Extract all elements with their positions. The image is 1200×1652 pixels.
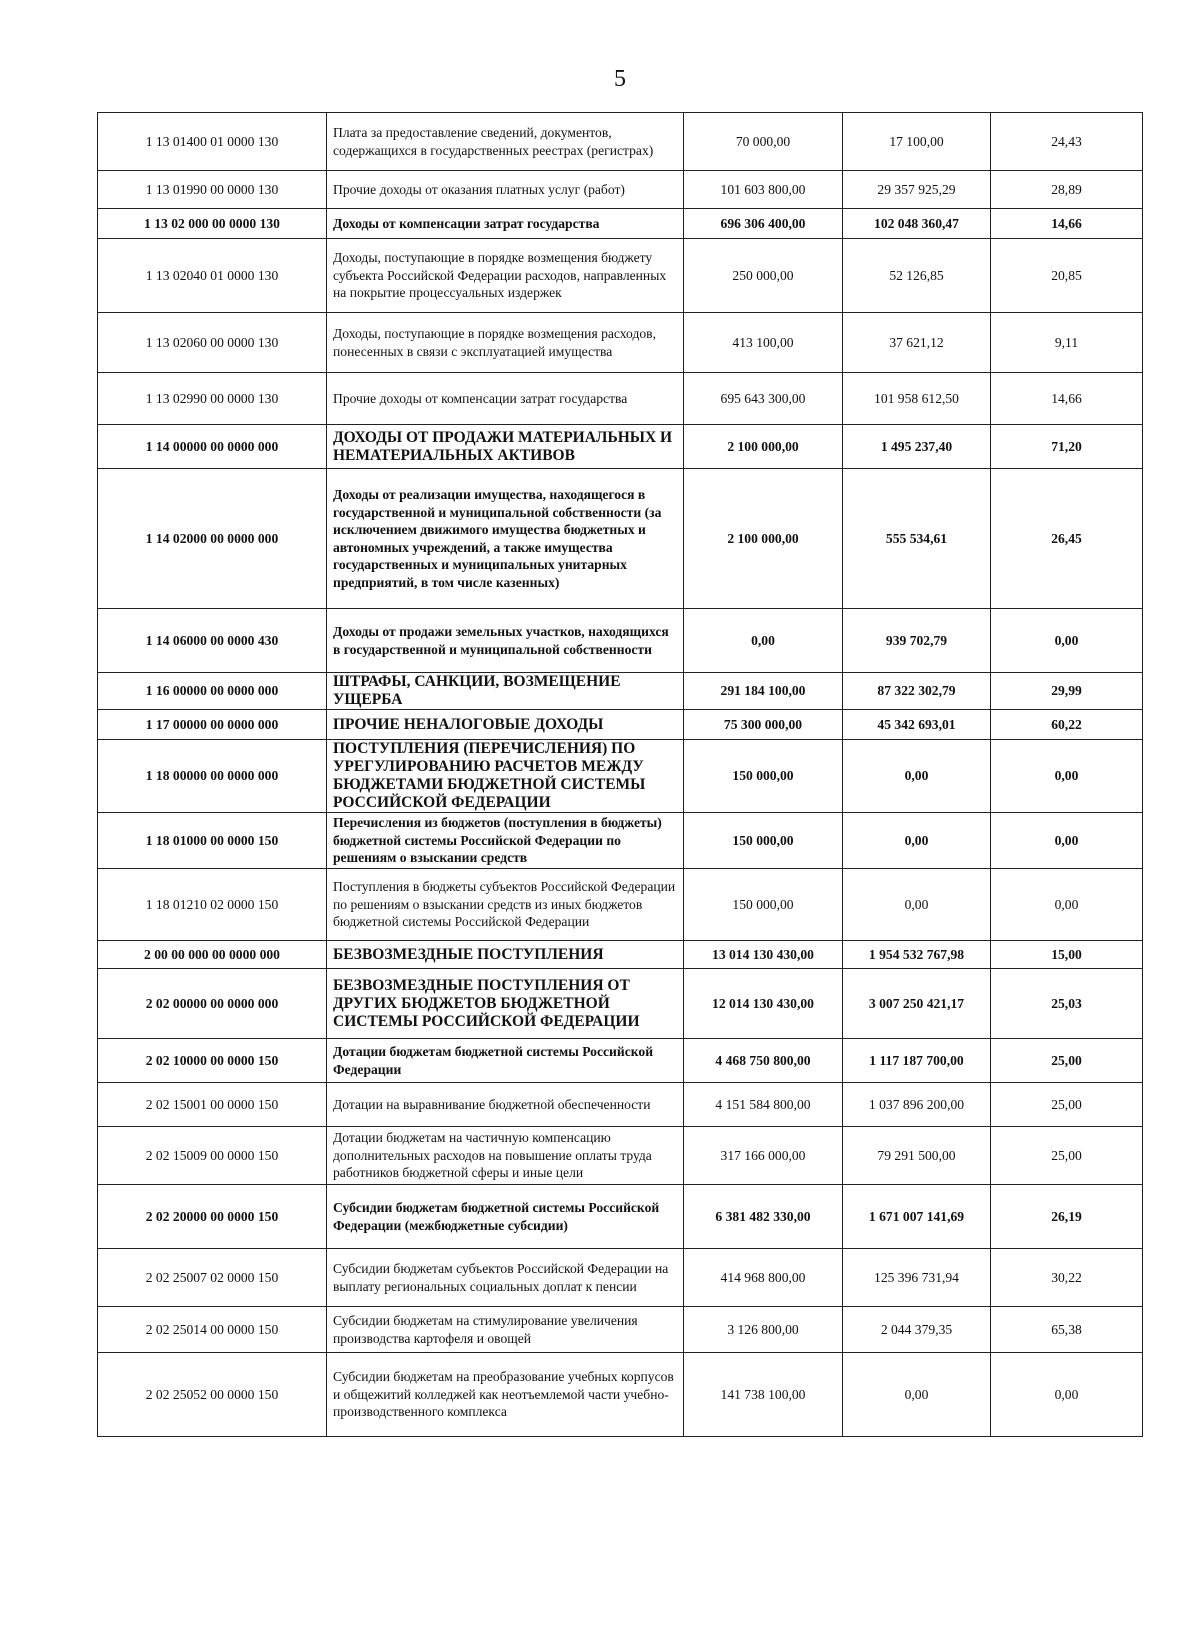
cell-name: Плата за предоставление сведений, документов, содержащихся в государственных реестрах (регистрах) [327,113,684,171]
cell-code: 1 16 00000 00 0000 000 [98,673,327,710]
table-row [98,171,1143,209]
cell-fact: 1 117 187 700,00 [843,1039,991,1083]
cell-percent: 20,85 [991,239,1143,313]
cell-percent: 25,00 [991,1039,1143,1083]
table-row [98,1083,1143,1127]
cell-fact: 1 037 896 200,00 [843,1083,991,1127]
budget-revenue-table [97,112,1143,1437]
cell-code: 2 02 25014 00 0000 150 [98,1307,327,1353]
cell-code: 1 13 01990 00 0000 130 [98,171,327,209]
cell-name: Прочие доходы от компенсации затрат государства [327,373,684,425]
cell-fact: 1 954 532 767,98 [843,941,991,969]
table-row [98,941,1143,969]
cell-fact: 87 322 302,79 [843,673,991,710]
cell-plan: 2 100 000,00 [684,425,843,469]
cell-fact: 3 007 250 421,17 [843,969,991,1039]
table-row [98,1185,1143,1249]
cell-plan: 317 166 000,00 [684,1127,843,1185]
cell-fact: 1 671 007 141,69 [843,1185,991,1249]
cell-fact: 1 495 237,40 [843,425,991,469]
cell-percent: 25,00 [991,1127,1143,1185]
table-row [98,740,1143,813]
table-row [98,209,1143,239]
cell-code: 1 13 01400 01 0000 130 [98,113,327,171]
cell-code: 1 13 02 000 00 0000 130 [98,209,327,239]
cell-code: 1 17 00000 00 0000 000 [98,710,327,740]
cell-percent: 0,00 [991,1353,1143,1437]
cell-code: 1 14 00000 00 0000 000 [98,425,327,469]
table-row [98,609,1143,673]
cell-plan: 250 000,00 [684,239,843,313]
cell-plan: 6 381 482 330,00 [684,1185,843,1249]
cell-percent: 28,89 [991,171,1143,209]
cell-fact: 555 534,61 [843,469,991,609]
table-row [98,710,1143,740]
cell-code: 1 14 06000 00 0000 430 [98,609,327,673]
cell-name: Прочие доходы от оказания платных услуг (работ) [327,171,684,209]
table-row [98,813,1143,869]
cell-name: Перечисления из бюджетов (поступления в бюджеты) бюджетной системы Российской Федерации по решениям о взыскании средств [327,813,684,869]
cell-name: Доходы, поступающие в порядке возмещения бюджету субъекта Российской Федерации расходов, направленных на покрытие процессуальных издержек [327,239,684,313]
cell-name: Доходы от продажи земельных участков, находящихся в государственной и муниципальной собственности [327,609,684,673]
cell-fact: 102 048 360,47 [843,209,991,239]
cell-code: 1 14 02000 00 0000 000 [98,469,327,609]
cell-plan: 4 468 750 800,00 [684,1039,843,1083]
cell-name: Дотации на выравнивание бюджетной обеспеченности [327,1083,684,1127]
cell-name: Субсидии бюджетам бюджетной системы Российской Федерации (межбюджетные субсидии) [327,1185,684,1249]
cell-fact: 37 621,12 [843,313,991,373]
table-row [98,869,1143,941]
cell-name: Доходы от реализации имущества, находящегося в государственной и муниципальной собственности (за исключением движимого имущества бюджетных и автономных учреждений, а также имущества государственных и муниципальных унитарных предприятий, в том числе казенных) [327,469,684,609]
cell-percent: 25,00 [991,1083,1143,1127]
table-body [98,113,1143,1437]
cell-code: 2 02 20000 00 0000 150 [98,1185,327,1249]
cell-plan: 4 151 584 800,00 [684,1083,843,1127]
cell-code: 2 02 25007 02 0000 150 [98,1249,327,1307]
cell-plan: 291 184 100,00 [684,673,843,710]
table-row [98,1307,1143,1353]
cell-code: 1 13 02060 00 0000 130 [98,313,327,373]
cell-percent: 0,00 [991,869,1143,941]
cell-percent: 25,03 [991,969,1143,1039]
cell-code: 2 00 00 000 00 0000 000 [98,941,327,969]
cell-code: 2 02 00000 00 0000 000 [98,969,327,1039]
cell-plan: 150 000,00 [684,869,843,941]
cell-plan: 150 000,00 [684,740,843,813]
table-row [98,469,1143,609]
cell-code: 1 18 00000 00 0000 000 [98,740,327,813]
table-row [98,673,1143,710]
cell-plan: 70 000,00 [684,113,843,171]
cell-fact: 2 044 379,35 [843,1307,991,1353]
cell-plan: 2 100 000,00 [684,469,843,609]
cell-code: 2 02 15009 00 0000 150 [98,1127,327,1185]
cell-name: БЕЗВОЗМЕЗДНЫЕ ПОСТУПЛЕНИЯ [327,941,684,969]
cell-percent: 26,45 [991,469,1143,609]
cell-code: 1 18 01210 02 0000 150 [98,869,327,941]
cell-percent: 65,38 [991,1307,1143,1353]
cell-code: 1 13 02990 00 0000 130 [98,373,327,425]
cell-fact: 79 291 500,00 [843,1127,991,1185]
cell-fact: 101 958 612,50 [843,373,991,425]
page-number: 5 [614,66,626,92]
cell-plan: 13 014 130 430,00 [684,941,843,969]
cell-plan: 12 014 130 430,00 [684,969,843,1039]
cell-fact: 52 126,85 [843,239,991,313]
cell-percent: 60,22 [991,710,1143,740]
cell-name: Дотации бюджетам бюджетной системы Российской Федерации [327,1039,684,1083]
cell-code: 2 02 25052 00 0000 150 [98,1353,327,1437]
cell-plan: 3 126 800,00 [684,1307,843,1353]
cell-fact: 939 702,79 [843,609,991,673]
cell-name: Поступления в бюджеты субъектов Российской Федерации по решениям о взыскании средств из иных бюджетов бюджетной системы Российской Федерации [327,869,684,941]
cell-name: Субсидии бюджетам на преобразование учебных корпусов и общежитий колледжей как неотъемлемой части учебно-производственного комплекса [327,1353,684,1437]
cell-name: Субсидии бюджетам субъектов Российской Федерации на выплату региональных социальных доплат к пенсии [327,1249,684,1307]
cell-percent: 24,43 [991,113,1143,171]
cell-fact: 29 357 925,29 [843,171,991,209]
cell-percent: 0,00 [991,813,1143,869]
cell-fact: 17 100,00 [843,113,991,171]
cell-name: ПРОЧИЕ НЕНАЛОГОВЫЕ ДОХОДЫ [327,710,684,740]
cell-fact: 0,00 [843,1353,991,1437]
cell-percent: 29,99 [991,673,1143,710]
cell-plan: 0,00 [684,609,843,673]
cell-code: 1 18 01000 00 0000 150 [98,813,327,869]
cell-fact: 0,00 [843,869,991,941]
cell-plan: 101 603 800,00 [684,171,843,209]
table-row [98,1039,1143,1083]
cell-plan: 695 643 300,00 [684,373,843,425]
cell-code: 2 02 15001 00 0000 150 [98,1083,327,1127]
cell-fact: 0,00 [843,813,991,869]
table-row [98,313,1143,373]
cell-plan: 414 968 800,00 [684,1249,843,1307]
cell-name: БЕЗВОЗМЕЗДНЫЕ ПОСТУПЛЕНИЯ ОТ ДРУГИХ БЮДЖЕТОВ БЮДЖЕТНОЙ СИСТЕМЫ РОССИЙСКОЙ ФЕДЕРАЦИИ [327,969,684,1039]
table-row [98,1249,1143,1307]
cell-code: 2 02 10000 00 0000 150 [98,1039,327,1083]
table-row [98,969,1143,1039]
table-row [98,373,1143,425]
cell-percent: 0,00 [991,609,1143,673]
table-row [98,113,1143,171]
cell-fact: 125 396 731,94 [843,1249,991,1307]
cell-percent: 14,66 [991,209,1143,239]
cell-percent: 14,66 [991,373,1143,425]
table-row [98,425,1143,469]
cell-fact: 0,00 [843,740,991,813]
cell-percent: 0,00 [991,740,1143,813]
cell-plan: 150 000,00 [684,813,843,869]
table-row [98,239,1143,313]
table-row [98,1353,1143,1437]
cell-percent: 15,00 [991,941,1143,969]
cell-name: ШТРАФЫ, САНКЦИИ, ВОЗМЕЩЕНИЕ УЩЕРБА [327,673,684,710]
cell-percent: 26,19 [991,1185,1143,1249]
cell-name: Доходы от компенсации затрат государства [327,209,684,239]
cell-name: Дотации бюджетам на частичную компенсацию дополнительных расходов на повышение оплаты труда работников бюджетной сферы и иные цели [327,1127,684,1185]
cell-plan: 141 738 100,00 [684,1353,843,1437]
cell-percent: 9,11 [991,313,1143,373]
cell-percent: 30,22 [991,1249,1143,1307]
cell-name: Доходы, поступающие в порядке возмещения расходов, понесенных в связи с эксплуатацией имущества [327,313,684,373]
cell-name: ПОСТУПЛЕНИЯ (ПЕРЕЧИСЛЕНИЯ) ПО УРЕГУЛИРОВАНИЮ РАСЧЕТОВ МЕЖДУ БЮДЖЕТАМИ БЮДЖЕТНОЙ СИСТЕМЫ РОССИЙСКОЙ ФЕДЕРАЦИИ [327,740,684,813]
cell-plan: 696 306 400,00 [684,209,843,239]
cell-name: Субсидии бюджетам на стимулирование увеличения производства картофеля и овощей [327,1307,684,1353]
cell-fact: 45 342 693,01 [843,710,991,740]
cell-percent: 71,20 [991,425,1143,469]
cell-code: 1 13 02040 01 0000 130 [98,239,327,313]
cell-plan: 75 300 000,00 [684,710,843,740]
table-row [98,1127,1143,1185]
cell-name: ДОХОДЫ ОТ ПРОДАЖИ МАТЕРИАЛЬНЫХ И НЕМАТЕРИАЛЬНЫХ АКТИВОВ [327,425,684,469]
cell-plan: 413 100,00 [684,313,843,373]
